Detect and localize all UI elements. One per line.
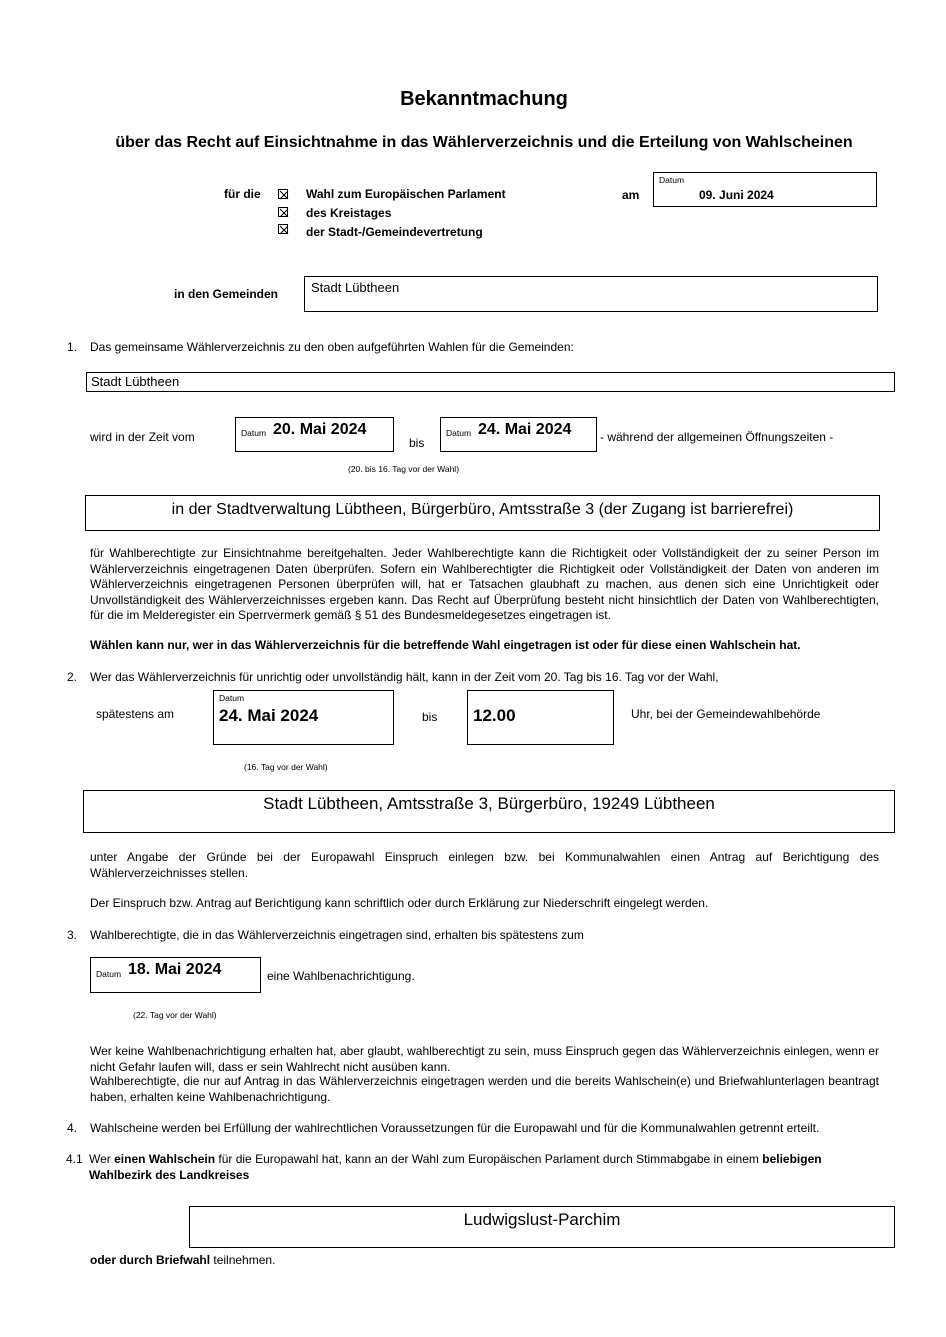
footer-text-part: teilnehmen. (210, 1253, 276, 1267)
page-title: Bekanntmachung (400, 88, 568, 110)
section41-text-part: für die Europawahl hat, kann an der Wahl zum Europäischen Parlament durch Stimmabgabe in einem (215, 1152, 763, 1166)
section3-paragraph1: Wer keine Wahlbenachrichtigung erhalten hat, aber glaubt, wahlberechtigt zu sein, muss Einspruch gegen das Wählerverzeichnis einlegen, wenn er nicht Gefahr laufen will, dass er sein Wahlrecht nicht ausüben kann. (90, 1044, 879, 1074)
section2-intro: Wer das Wählerverzeichnis für unrichtig oder unvollständig hält, kann in der Zeit vom 20. Tag bis 16. Tag vor der Wahl, (90, 670, 719, 684)
section41-number: 4.1 (66, 1152, 83, 1166)
date-caption: Datum (219, 693, 245, 703)
district-text: Ludwigslust-Parchim (463, 1210, 621, 1229)
section1-intro: Das gemeinsame Wählerverzeichnis zu den oben aufgeführten Wahlen für die Gemeinden: (90, 340, 574, 354)
deadline-date: 24. Mai 2024 (219, 706, 319, 725)
deadline-time: 12.00 (473, 706, 516, 725)
deadline-hint: (16. Tag vor der Wahl) (244, 762, 328, 772)
section3-number: 3. (67, 928, 78, 942)
notification-after-text: eine Wahlbenachrichtigung. (267, 969, 415, 983)
hours-text: - während der allgemeinen Öffnungszeiten - (600, 430, 834, 444)
deadline-date-box (213, 690, 394, 745)
section41-bold-part: einen Wahlschein (114, 1152, 216, 1166)
municipalities-label: in den Gemeinden (174, 287, 279, 301)
district-box (189, 1206, 895, 1248)
footer-bold-part: oder durch (90, 1253, 157, 1267)
section41-bold-part: beliebigen (762, 1152, 822, 1166)
notification-date-box (90, 957, 261, 993)
am-label: am (622, 188, 640, 202)
cross-icon (279, 225, 289, 235)
bis-label: bis (422, 710, 438, 724)
time-box (467, 690, 614, 745)
notification-date: 18. Mai 2024 (128, 961, 222, 978)
notification-hint: (22. Tag vor der Wahl) (133, 1010, 217, 1020)
address-box (83, 790, 895, 833)
section3-intro: Wahlberechtigte, die in das Wählerverzeichnis eingetragen sind, erhalten bis spätestens zum (90, 928, 584, 942)
period-label: wird in der Zeit vom (90, 430, 195, 444)
location-text: in der Stadtverwaltung Lübtheen, Bürgerbüro, Amtsstraße 3 (der Zugang ist barrierefrei) (171, 501, 794, 518)
municipalities-box (304, 276, 878, 312)
section2-paragraph1: unter Angabe der Gründe bei der Europawahl Einspruch einlegen bzw. bei Kommunalwahlen einen Antrag auf Berichtigung des Wählerverzeichnisses stellen. (90, 850, 879, 880)
section3-paragraph2: Wahlberechtigte, die nur auf Antrag in das Wählerverzeichnis eingetragen werden und die bereits Wahlschein(e) und Briefwahlunterlagen beantragt haben, erhalten keine Wahlbenachrichtigung. (90, 1074, 879, 1104)
section1-bold-note: Wählen kann nur, wer in das Wählerverzeichnis für die betreffende Wahl eingetragen ist oder für diese einen Wahlschein hat. (90, 638, 801, 652)
option-label-kreistag: des Kreistages (306, 206, 392, 220)
authority-text: Uhr, bei der Gemeindewahlbehörde (631, 707, 821, 721)
from-date: 20. Mai 2024 (273, 421, 367, 438)
checkbox-europawahl[interactable] (278, 189, 288, 199)
section41-bold-part: Wahlbezirk des Landkreises (89, 1167, 250, 1182)
section1-paragraph: für Wahlberechtigte zur Einsichtnahme bereitgehalten. Jeder Wahlberechtigte kann die Richtigkeit oder Vollständigkeit der zu seiner Person im Wählerverzeichnis eingetragenen Daten überprüfen. Sofern ein Wahlberechtigter die Richtigkeit oder Vollständigkeit der Daten von anderen im Wählerverzeichnis eingetragenen Personen überprüfen will, hat er Tatsachen glaubhaft zu machen, aus denen sich eine Unrichtigkeit oder Unvollständigkeit des Wählerverzeichnisses ergeben kann. Das Recht auf Überprüfung besteht nicht hinsichtlich der Daten von Wahlberechtigten, für die im Melderegister ein Sperrvermerk gemäß § 51 des Bundesmeldegesetzes eingetragen ist. (90, 546, 879, 622)
option-label-europawahl: Wahl zum Europäischen Parlament (306, 187, 506, 201)
checkbox-gemeindevertretung[interactable] (278, 224, 288, 234)
date-caption: Datum (659, 175, 685, 185)
page-subtitle: über das Recht auf Einsichtnahme in das Wählerverzeichnis und die Erteilung von Wahlscheinen (115, 134, 853, 151)
section4-text: Wahlscheine werden bei Erfüllung der wahlrechtlichen Voraussetzungen für die Europawahl und für die Kommunalwahlen getrennt erteilt. (90, 1121, 820, 1135)
date-caption: Datum (446, 428, 472, 438)
location-box (85, 495, 880, 531)
period-hint: (20. bis 16. Tag vor der Wahl) (348, 464, 460, 474)
option-label-gemeindevertretung: der Stadt-/Gemeindevertretung (306, 225, 483, 239)
fuer-die-label: für die (224, 187, 261, 201)
election-date: 09. Juni 2024 (699, 188, 774, 202)
footer-bold-part: Briefwahl (156, 1253, 211, 1267)
to-date-box (440, 417, 597, 452)
address-text: Stadt Lübtheen, Amtsstraße 3, Bürgerbüro, 19249 Lübtheen (263, 794, 715, 813)
deadline-label: spätestens am (96, 707, 175, 721)
section1-municipality-box (86, 372, 895, 392)
section2-paragraph2: Der Einspruch bzw. Antrag auf Berichtigung kann schriftlich oder durch Erklärung zur Niederschrift eingelegt werden. (90, 896, 709, 910)
section2-number: 2. (67, 670, 78, 684)
bis-label: bis (409, 436, 425, 450)
section41-text-part: Wer (89, 1152, 115, 1166)
section41-text (89, 1152, 879, 1183)
date-caption: Datum (96, 969, 122, 979)
cross-icon (279, 190, 289, 200)
section1-municipality: Stadt Lübtheen (91, 374, 180, 389)
municipalities-value: Stadt Lübtheen (311, 280, 400, 295)
date-caption: Datum (241, 428, 267, 438)
to-date: 24. Mai 2024 (478, 421, 572, 438)
section4-number: 4. (67, 1121, 78, 1135)
election-date-box (653, 172, 877, 207)
cross-icon (279, 208, 289, 218)
section1-number: 1. (67, 340, 78, 354)
checkbox-kreistag[interactable] (278, 207, 288, 217)
from-date-box (235, 417, 394, 452)
section41-footer (90, 1253, 275, 1267)
